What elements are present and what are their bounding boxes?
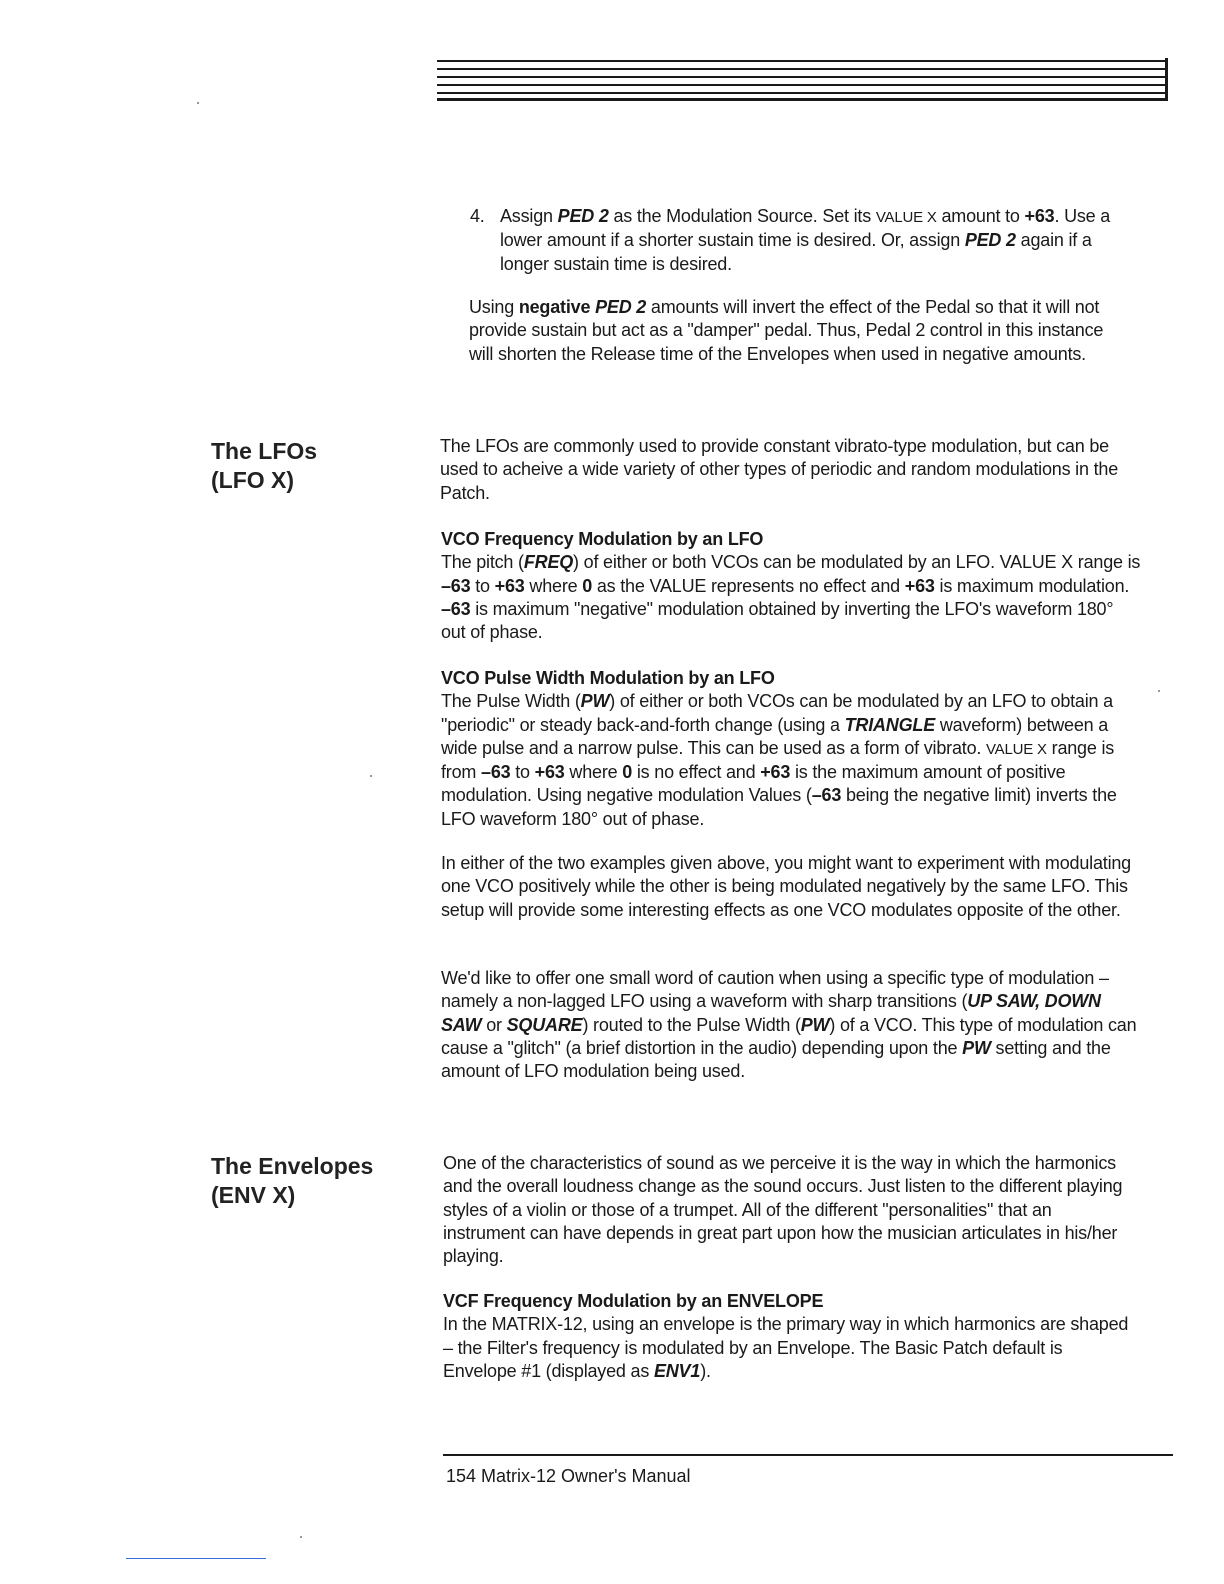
vco-frequency-modulation: VCO Frequency Modulation by an LFO The pitch (FREQ) of either or both VCOs can be modulated by an LFO. VALUE X range is –63 to +63 where 0 as the VALUE represents no effect and +63 is maximum modulation. –63 is maximum "negative" modulation obtained by inverting the LFO's waveform 180° out of phase. xyxy=(441,529,1141,643)
vcf-frequency-modulation: VCF Frequency Modulation by an ENVELOPE In the MATRIX-12, using an envelope is the primary way in which harmonics are shaped – the Filter's frequency is modulated by an Envelope. The Basic Patch default is Envelope #1 (displayed as ENV1). xyxy=(443,1290,1133,1383)
header-bars xyxy=(437,58,1168,101)
scan-speck xyxy=(1158,690,1160,692)
vco-freq-title: VCO Frequency Modulation by an LFO xyxy=(441,529,764,549)
either-examples-paragraph: In either of the two examples given above, you might want to experiment with modulating one VCO positively while the other is being modulated negatively by the same LFO. This setup will provide some interesting effects as one VCO modulates opposite of the other. xyxy=(441,853,1131,920)
negative-ped-paragraph: Using negative PED 2 amounts will invert the effect of the Pedal so that it will not provide sustain but act as a "damper" pedal. Thus, Pedal 2 control in this instance will shorten the Release time of the Envelopes when used in negative amounts. xyxy=(469,297,1104,364)
lfo-intro: The LFOs are commonly used to provide constant vibrato-type modulation, but can be used to acheive a wide variety of other types of periodic and random modulations in the Patch. xyxy=(440,436,1119,503)
page-footer: 154 Matrix-12 Owner's Manual xyxy=(446,1466,691,1486)
vco-pulse-width-modulation: VCO Pulse Width Modulation by an LFO The Pulse Width (PW) of either or both VCOs can be modulated by an LFO to obtain a "periodic" or steady back-and-forth change (using a TRIANGLE waveform) between a wide pulse and a narrow pulse. This can be used as a form of vibrato. VALUE X range is from –63 to +63 where 0 is no effect and +63 is the maximum amount of positive modulation. Using negative modulation Values (–63 being the negative limit) inverts the LFO waveform 180° out of phase. xyxy=(441,667,1146,831)
caution-paragraph: We'd like to offer one small word of caution when using a specific type of modulation – namely a non-lagged LFO using a waveform with sharp transitions (UP SAW, DOWN SAW or SQUARE) routed to the Pulse Width (PW) of a VCO. This type of modulation can cause a "glitch" (a brief distortion in the audio) depending upon the PW setting and the amount of LFO modulation being used. xyxy=(441,968,1137,1082)
scan-speck xyxy=(197,102,199,104)
step-number: 4. xyxy=(470,206,485,226)
vco-pw-title: VCO Pulse Width Modulation by an LFO xyxy=(441,668,775,688)
envelopes-section-heading: The Envelopes (ENV X) xyxy=(211,1153,374,1208)
scan-speck xyxy=(300,1536,302,1538)
footer-rule xyxy=(443,1454,1173,1456)
vcf-title: VCF Frequency Modulation by an ENVELOPE xyxy=(443,1291,824,1311)
step-4: 4. Assign PED 2 as the Modulation Source. Set its VALUE X amount to +63. Use a lower amount if a shorter sustain time is desired. Or, assign PED 2 again if a longer sustain time is desired. xyxy=(470,206,1111,274)
scan-speck xyxy=(370,775,372,777)
envelopes-intro: One of the characteristics of sound as we perceive it is the way in which the harmonics and the overall loudness change as the sound occurs. Just listen to the different playing styles of a violin or those of a trumpet. All of the different "personalities" that an instrument can have depends in great part upon how the musician articulates in his/her playing. xyxy=(443,1153,1123,1267)
lfo-section-heading: The LFOs (LFO X) xyxy=(211,438,318,493)
scan-edge-line xyxy=(126,1558,266,1559)
